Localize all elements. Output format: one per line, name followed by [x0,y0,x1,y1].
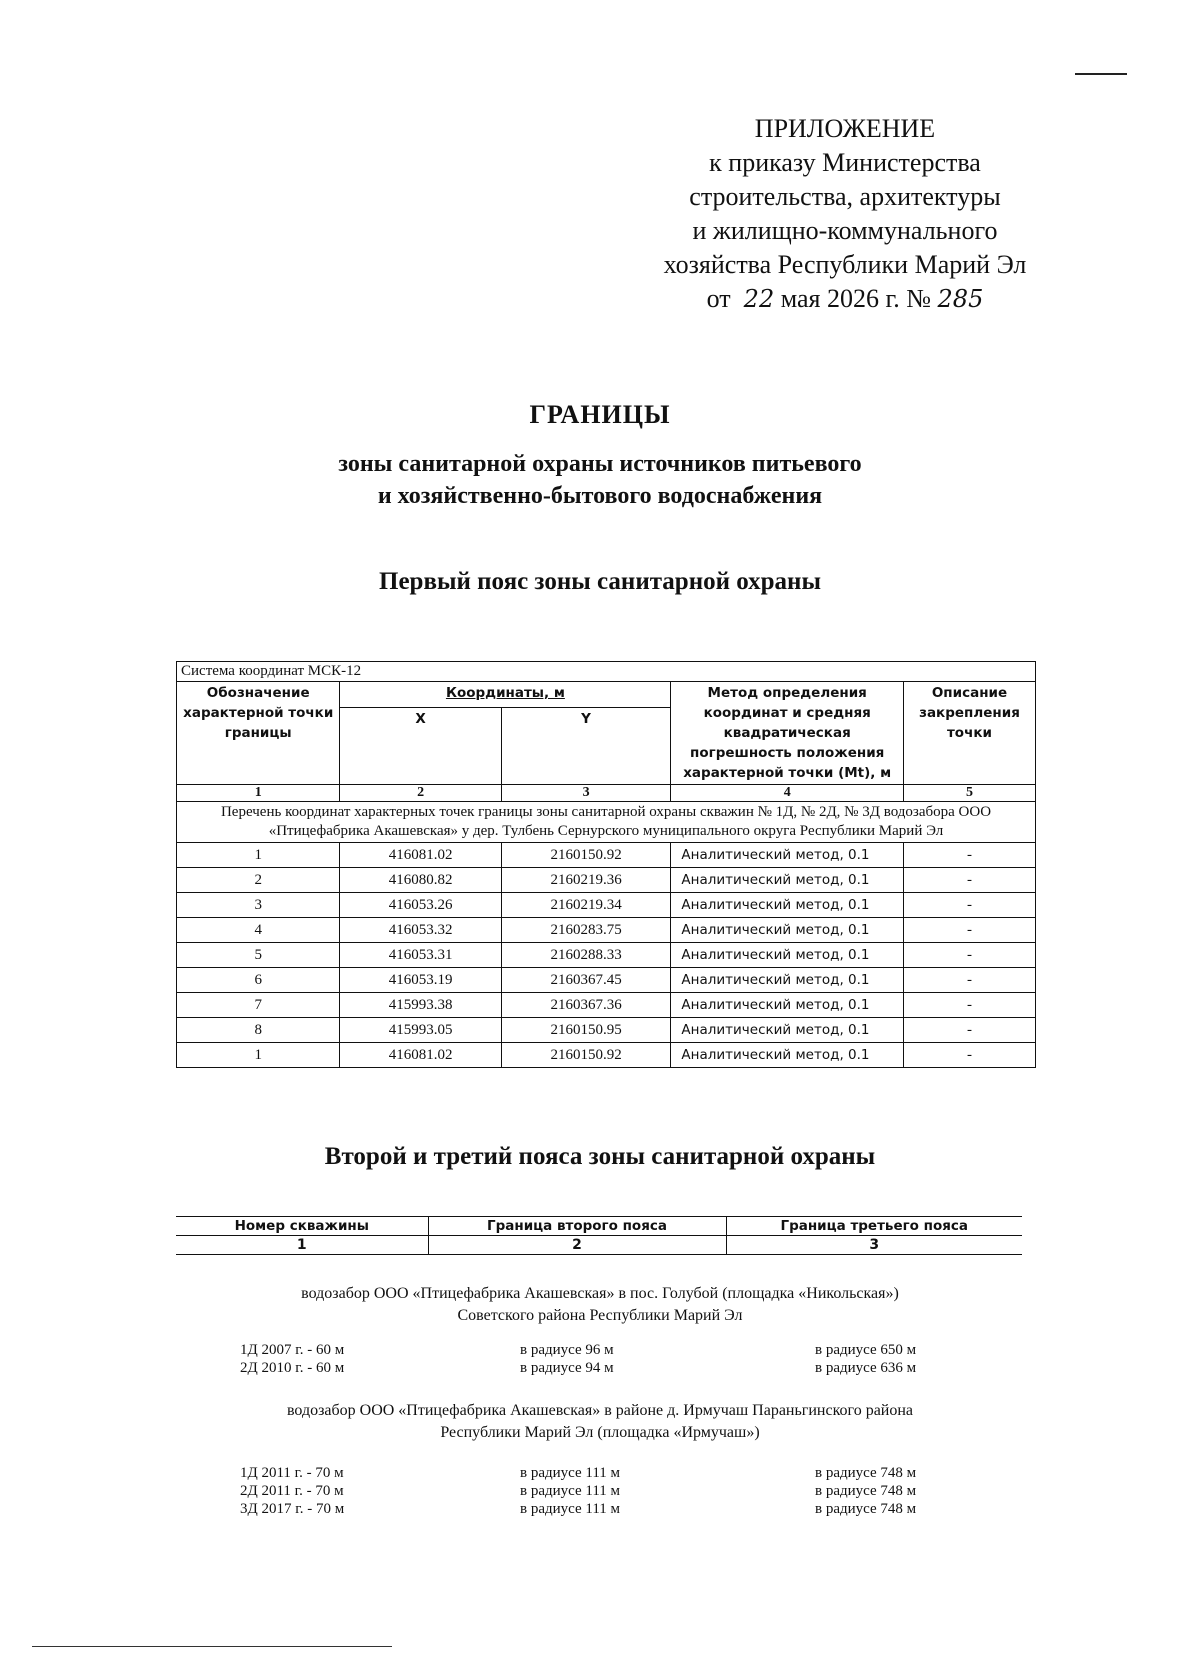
cell-y: 2160367.36 [501,993,671,1018]
cell-method: Аналитический метод, 0.1 [671,993,904,1018]
list-item: в радиусе 748 м [815,1501,917,1517]
cell-point: 6 [177,968,340,993]
table-row [177,1043,1036,1068]
list-item: 2Д 2011 г. - 70 м [240,1483,344,1499]
cell-point: 8 [177,1018,340,1043]
cell-description: - [903,1043,1035,1068]
table-row [177,943,1036,968]
cell-method: Аналитический метод, 0.1 [671,968,904,993]
list-item: в радиусе 111 м [520,1501,621,1517]
cell-y: 2160150.92 [501,1043,671,1068]
list-item: в радиусе 748 м [815,1465,917,1481]
appendix-block [600,112,1090,316]
header-method: Метод определения координат и средняя квадратическая погрешность положения характерной точки (Mt), м [671,682,904,785]
group-line: Советского района Республики Марий Эл [457,1307,743,1324]
date-day-handwritten: 22 [743,285,775,313]
appendix-date-line [600,282,1090,316]
group-line: Республики Марий Эл (площадка «Ирмучаш») [440,1424,760,1441]
list-description: Перечень координат характерных точек границы зоны санитарной охраны скважин № 1Д, № 2Д, № 3Д водозабора ООО «Птицефабрика Акашевская» у дер. Тулбень Сернурского муниципального округа Республики Марий Эл [177,802,1036,843]
cell-y: 2160367.45 [501,968,671,993]
col-number: 3 [501,785,671,802]
appendix-line: хозяйства Республики Марий Эл [663,250,1027,279]
header-well: Номер скважины [176,1217,428,1236]
cell-method: Аналитический метод, 0.1 [671,843,904,868]
cell-description: - [903,943,1035,968]
date-prefix: от [706,284,731,313]
list-item: в радиусе 96 м [520,1342,614,1358]
cell-description: - [903,868,1035,893]
list-item: в радиусе 111 м [520,1483,621,1499]
list-item: в радиусе 748 м [815,1483,917,1499]
col-number: 3 [726,1236,1022,1255]
header-point: Обозначение характерной точки границы [177,682,340,785]
cell-x: 416081.02 [340,1043,501,1068]
well-list [240,1464,344,1518]
table-row [177,1018,1036,1043]
cell-point: 1 [177,1043,340,1068]
cell-y: 2160283.75 [501,918,671,943]
document-subtitle [0,448,1200,512]
col-number: 5 [903,785,1035,802]
first-belt-title: Первый пояс зоны санитарной охраны [379,568,821,595]
appendix-line: к приказу Министерства [709,148,981,177]
order-number-handwritten: 285 [937,285,984,313]
subtitle-line: и хозяйственно-бытового водоснабжения [377,483,823,509]
cell-y: 2160219.36 [501,868,671,893]
appendix-line: и жилищно-коммунального [692,216,998,245]
cell-method: Аналитический метод, 0.1 [671,1043,904,1068]
well-list [240,1341,344,1377]
cell-x: 415993.05 [340,1018,501,1043]
cell-x: 415993.38 [340,993,501,1018]
list-item: 1Д 2007 г. - 60 м [240,1342,345,1358]
cell-point: 5 [177,943,340,968]
appendix-title: ПРИЛОЖЕНИЕ [754,114,936,143]
list-item: в радиусе 636 м [815,1360,917,1376]
col-number: 1 [177,785,340,802]
list-item: в радиусе 94 м [520,1360,614,1376]
header-second-belt: Граница второго пояса [428,1217,726,1236]
list-item: в радиусе 650 м [815,1342,917,1358]
corner-rule [1075,73,1127,75]
cell-point: 3 [177,893,340,918]
cell-description: - [903,893,1035,918]
table-row [177,893,1036,918]
second-belt-list [520,1464,620,1518]
cell-y: 2160150.92 [501,843,671,868]
cell-description: - [903,1018,1035,1043]
cell-point: 2 [177,868,340,893]
list-item: 1Д 2011 г. - 70 м [240,1465,344,1481]
third-belt-list [815,1464,916,1518]
table-row [177,968,1036,993]
col-number: 4 [671,785,904,802]
cell-x: 416053.19 [340,968,501,993]
header-coords: Координаты, м [340,682,671,708]
first-belt-table [176,661,1036,1068]
water-intake-group-title [0,1400,1200,1444]
table-row [177,918,1036,943]
group-line: водозабор ООО «Птицефабрика Акашевская» в пос. Голубой (площадка «Никольская») [301,1285,899,1302]
table-row [177,843,1036,868]
cell-x: 416053.26 [340,893,501,918]
table-row [177,993,1036,1018]
table-row [177,868,1036,893]
cell-y: 2160219.34 [501,893,671,918]
cell-method: Аналитический метод, 0.1 [671,893,904,918]
col-number: 1 [176,1236,428,1255]
water-intake-group-title [0,1283,1200,1327]
date-rest: мая 2026 г. № [780,284,932,313]
cell-y: 2160288.33 [501,943,671,968]
cell-x: 416053.32 [340,918,501,943]
cell-method: Аналитический метод, 0.1 [671,868,904,893]
header-description: Описание закрепления точки [903,682,1035,785]
cell-point: 7 [177,993,340,1018]
cell-point: 4 [177,918,340,943]
cell-y: 2160150.95 [501,1018,671,1043]
cell-description: - [903,993,1035,1018]
list-item: 3Д 2017 г. - 70 м [240,1501,345,1517]
group-line: водозабор ООО «Птицефабрика Акашевская» в районе д. Ирмучаш Параньгинского района [286,1402,914,1419]
cell-description: - [903,843,1035,868]
list-item: в радиусе 111 м [520,1465,621,1481]
cell-description: - [903,968,1035,993]
list-item: 2Д 2010 г. - 60 м [240,1360,345,1376]
cell-x: 416081.02 [340,843,501,868]
header-x: X [340,708,501,785]
cell-x: 416080.82 [340,868,501,893]
second-belt-list [520,1341,614,1377]
cell-x: 416053.31 [340,943,501,968]
col-number: 2 [340,785,501,802]
cell-method: Аналитический метод, 0.1 [671,1018,904,1043]
cell-point: 1 [177,843,340,868]
second-third-belt-header-table [176,1216,1022,1255]
cell-description: - [903,918,1035,943]
footer-rule [32,1646,392,1647]
subtitle-line: зоны санитарной охраны источников питьевого [338,451,862,477]
document-title: ГРАНИЦЫ [529,400,671,429]
second-third-belt-title: Второй и третий пояса зоны санитарной охраны [324,1143,876,1170]
cell-method: Аналитический метод, 0.1 [671,918,904,943]
header-third-belt: Граница третьего пояса [726,1217,1022,1236]
header-y: Y [501,708,671,785]
cell-method: Аналитический метод, 0.1 [671,943,904,968]
col-number: 2 [428,1236,726,1255]
coordinate-system: Система координат МСК-12 [177,662,1036,682]
third-belt-list [815,1341,916,1377]
appendix-line: строительства, архитектуры [689,182,1001,211]
